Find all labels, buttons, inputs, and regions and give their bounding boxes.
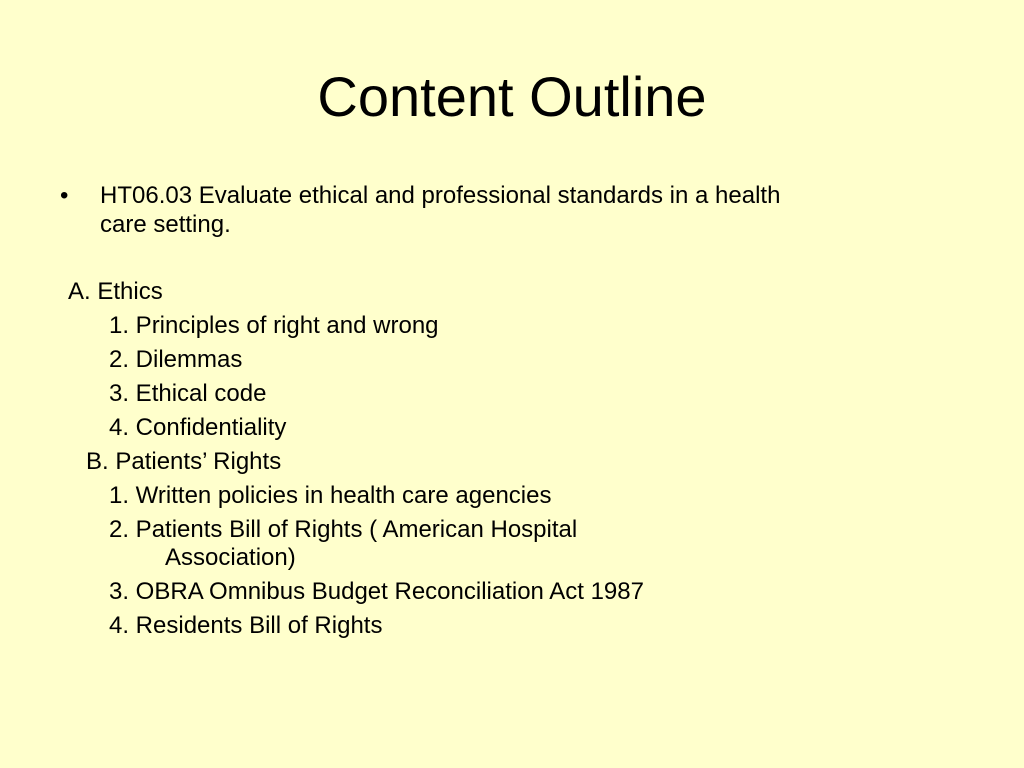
objective-text-line2: care setting. [100, 211, 231, 238]
section-b-item-2: 2. Patients Bill of Rights ( American Hospital [109, 516, 578, 543]
section-a-item-3: 3. Ethical code [109, 380, 267, 407]
section-b-item-1: 1. Written policies in health care agencies [109, 482, 552, 509]
bullet-icon: • [60, 182, 69, 209]
objective-text [100, 181, 940, 239]
objective-text-line1: HT06.03 Evaluate ethical and professional standards in a health [100, 182, 781, 209]
section-a-item-2: 2. Dilemmas [109, 346, 243, 373]
section-b-item-4: 4. Residents Bill of Rights [109, 612, 383, 639]
section-a-item-4: 4. Confidentiality [109, 414, 287, 441]
section-b-item-3: 3. OBRA Omnibus Budget Reconciliation Act 1987 [109, 578, 644, 605]
section-b-heading: B. Patients’ Rights [86, 448, 282, 475]
section-b-item-2-continuation: Association) [165, 544, 296, 571]
section-a-item-1: 1. Principles of right and wrong [109, 312, 439, 339]
slide-title: Content Outline [317, 65, 707, 128]
section-a-heading: A. Ethics [68, 278, 163, 305]
